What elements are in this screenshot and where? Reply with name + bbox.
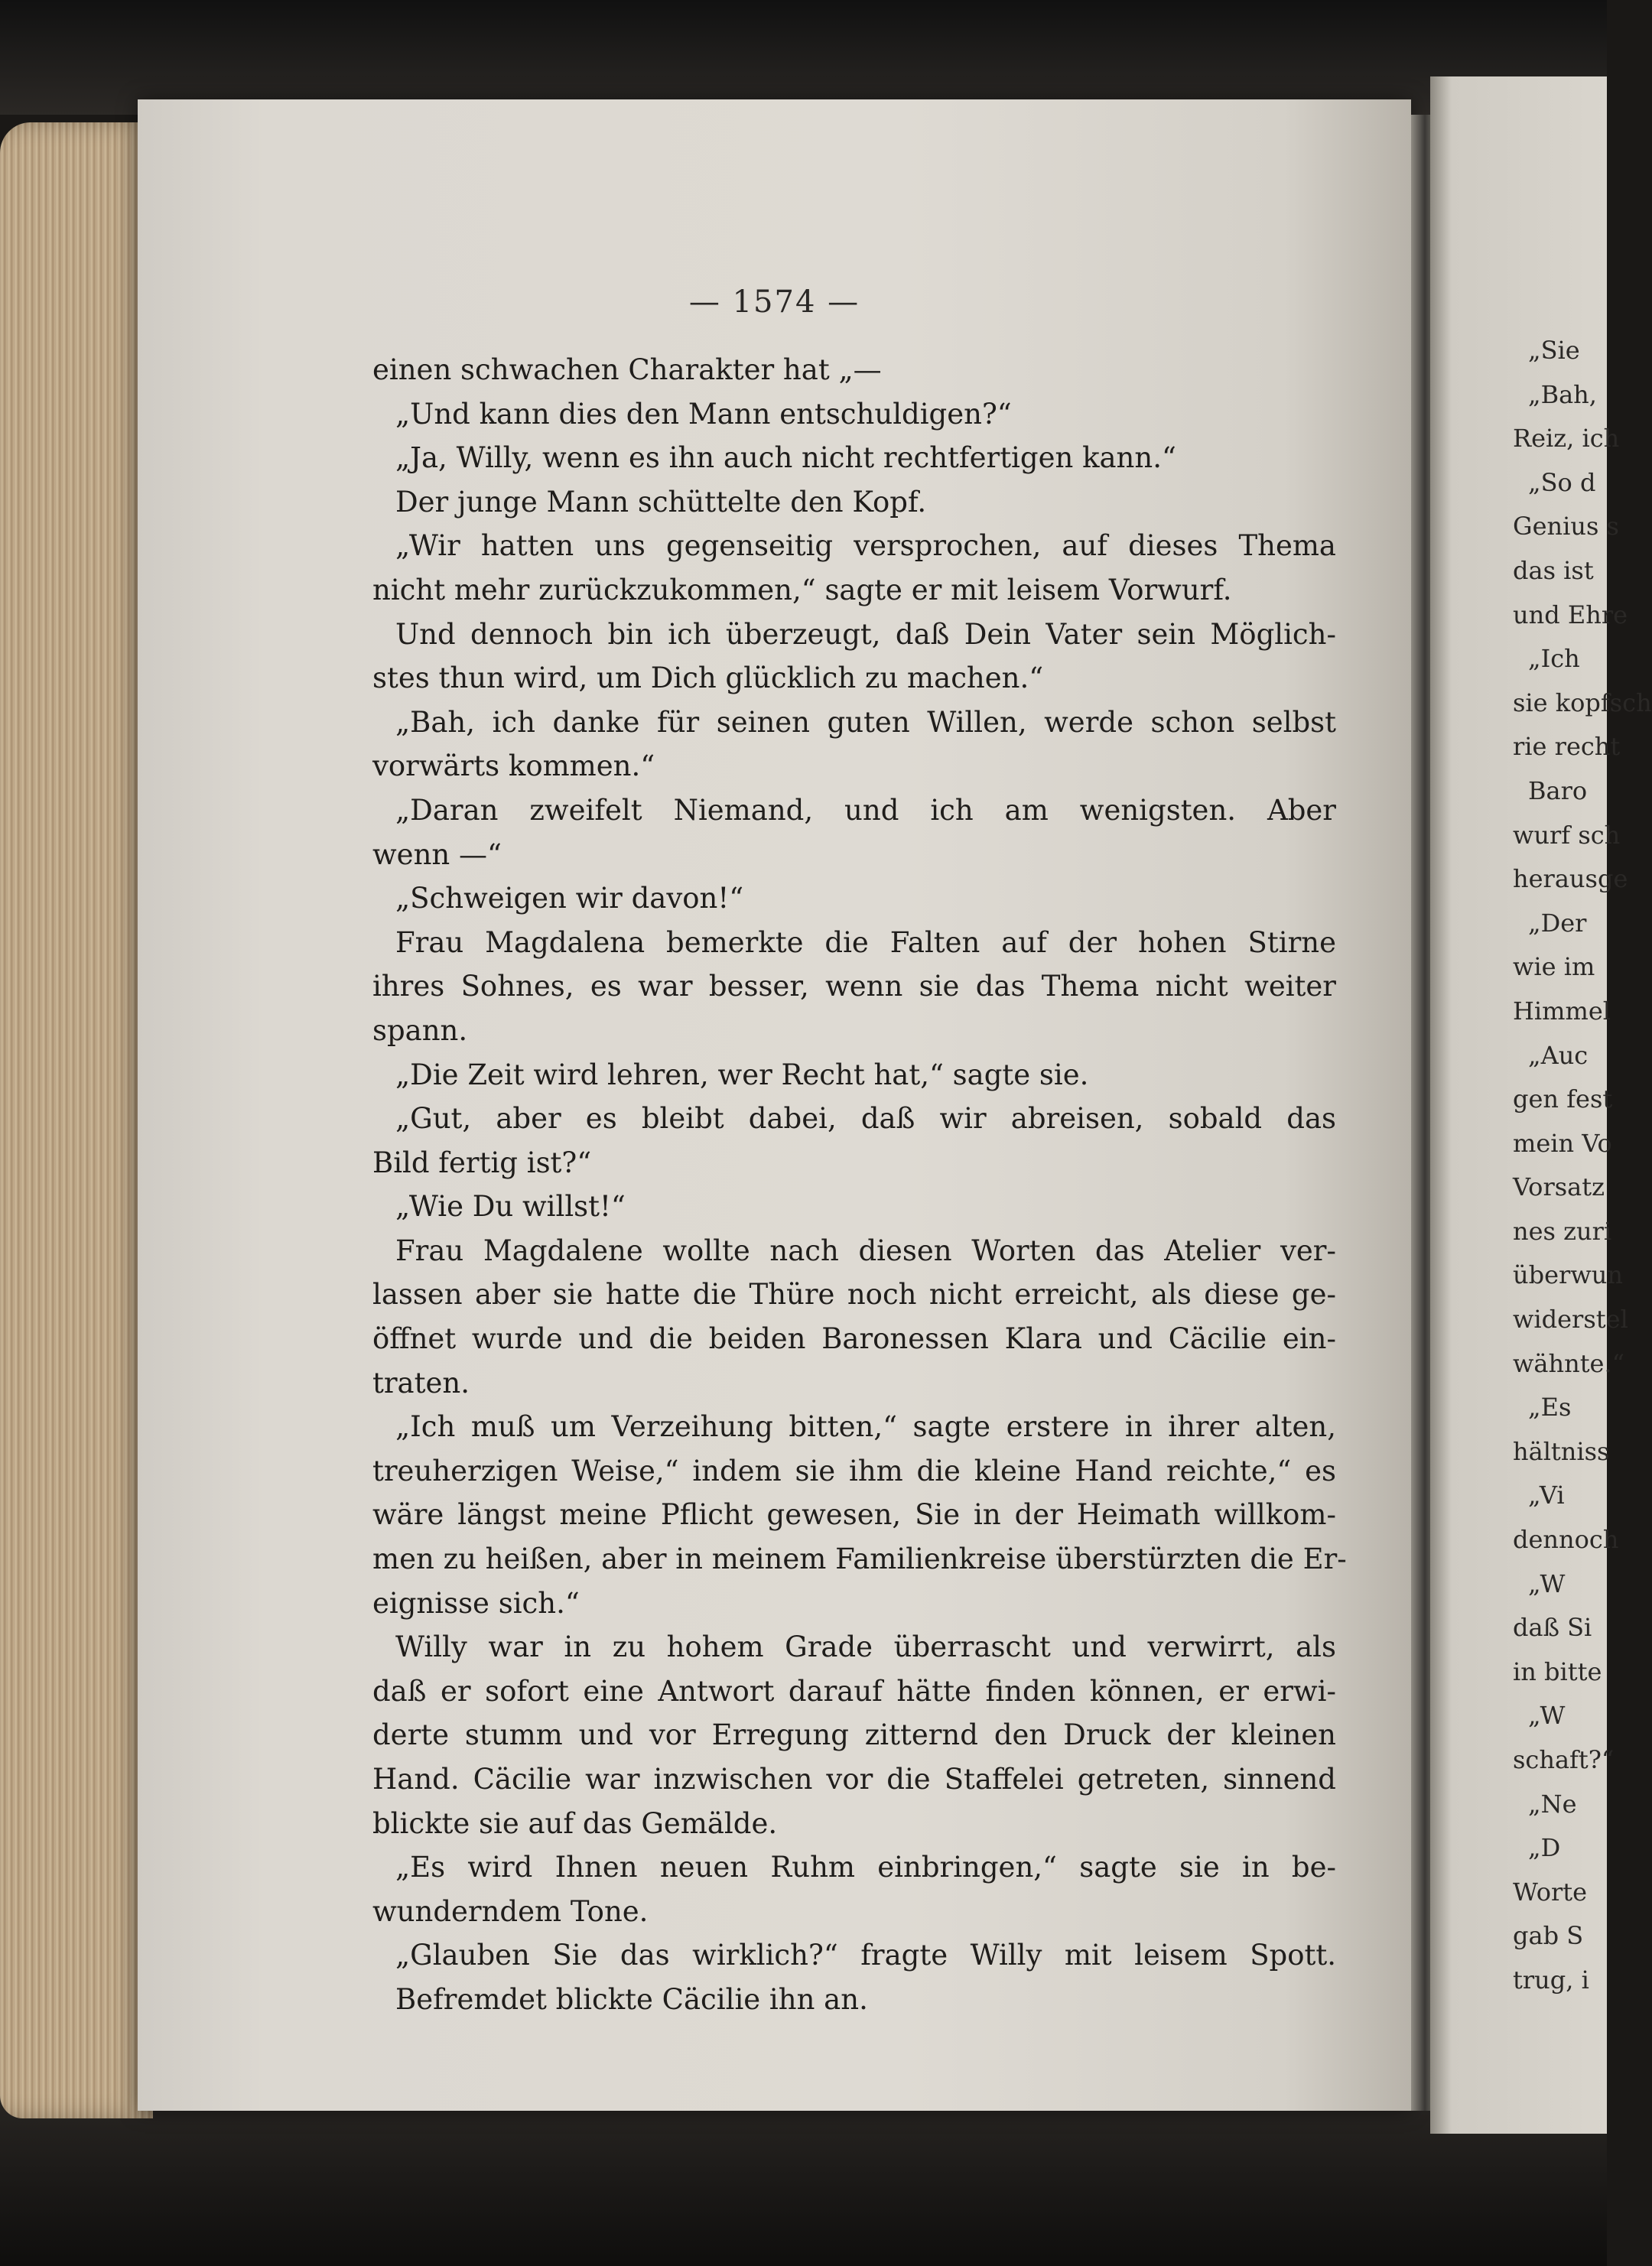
facing-text-line: herausge bbox=[1513, 864, 1628, 894]
book-page-edges bbox=[0, 122, 153, 2118]
facing-text-line: Reiz, ich bbox=[1513, 424, 1620, 454]
facing-text-line: „W bbox=[1528, 1701, 1566, 1731]
text-line: „Schweigen wir davon!“ bbox=[395, 882, 744, 915]
facing-text-line: „Ich bbox=[1528, 644, 1580, 674]
facing-text-line: das ist bbox=[1513, 555, 1594, 585]
facing-text-line: in bitte bbox=[1513, 1656, 1602, 1686]
facing-text-line: Worte bbox=[1513, 1877, 1588, 1907]
text-line: Frau Magdalene wollte nach diesen Worten das Atelier ver- bbox=[395, 1234, 1336, 1267]
text-line: „Bah, ich danke für seinen guten Willen, werde schon selbst bbox=[395, 705, 1336, 739]
facing-text-line: „Auc bbox=[1528, 1040, 1589, 1070]
text-line: Hand. Cäcilie war inzwischen vor die Staffelei getreten, sinnend bbox=[372, 1763, 1336, 1796]
text-line: „Wir hatten uns gegenseitig versprochen, auf dieses Thema bbox=[395, 529, 1336, 563]
text-line: daß er sofort eine Antwort darauf hätte finden können, er erwi- bbox=[372, 1674, 1336, 1708]
facing-text-line: überwun bbox=[1513, 1260, 1623, 1290]
facing-text-line: Genius s bbox=[1513, 512, 1619, 541]
facing-text-line: „D bbox=[1528, 1833, 1561, 1863]
text-line: Befremdet blickte Cäcilie ihn an. bbox=[395, 1982, 868, 2016]
facing-text-line: nes zuri bbox=[1513, 1216, 1612, 1246]
facing-text-line: dennoch bbox=[1513, 1525, 1619, 1555]
text-line: ihres Sohnes, es war besser, wenn sie das Thema nicht weiter bbox=[372, 970, 1336, 1003]
facing-text-line: daß Si bbox=[1513, 1613, 1592, 1643]
text-line: „Es wird Ihnen neuen Ruhm einbringen,“ sagte sie in be- bbox=[395, 1851, 1336, 1884]
facing-text-line: Baro bbox=[1528, 775, 1588, 805]
text-line: stes thun wird, um Dich glücklich zu machen.“ bbox=[372, 662, 1044, 695]
facing-text-line: widerstel bbox=[1513, 1305, 1628, 1335]
background-top bbox=[0, 0, 1607, 115]
text-line: Und dennoch bin ich überzeugt, daß Dein Vater sein Möglich- bbox=[395, 617, 1336, 651]
facing-text-line: schaft?“ bbox=[1513, 1745, 1615, 1774]
text-line: Der junge Mann schüttelte den Kopf. bbox=[395, 485, 927, 519]
page-text bbox=[372, 348, 1347, 2022]
text-line: blickte sie auf das Gemälde. bbox=[372, 1806, 778, 1840]
facing-text-line: trug, i bbox=[1513, 1965, 1589, 1995]
facing-page-text bbox=[1513, 329, 1652, 2003]
text-line: vorwärts kommen.“ bbox=[372, 749, 655, 783]
facing-text-line: Vorsatz bbox=[1513, 1172, 1605, 1202]
text-line: lassen aber sie hatte die Thüre noch nicht erreicht, als diese ge- bbox=[372, 1278, 1336, 1312]
page-number: — 1574 — bbox=[688, 284, 860, 320]
text-line: nicht mehr zurückzukommen,“ sagte er mit leisem Vorwurf. bbox=[372, 573, 1232, 606]
text-line: Frau Magdalena bemerkte die Falten auf der hohen Stirne bbox=[395, 925, 1336, 959]
text-line: „Gut, aber es bleibt dabei, daß wir abreisen, sobald das bbox=[395, 1102, 1336, 1136]
facing-text-line: „Ne bbox=[1528, 1789, 1577, 1819]
text-line: Bild fertig ist?“ bbox=[372, 1146, 592, 1179]
facing-text-line: „Es bbox=[1528, 1393, 1572, 1422]
facing-text-line: rie recht bbox=[1513, 732, 1621, 762]
facing-text-line: gab S bbox=[1513, 1921, 1584, 1951]
facing-text-line: Himmel bbox=[1513, 996, 1611, 1026]
text-line: „Ich muß um Verzeihung bitten,“ sagte erstere in ihrer alten, bbox=[395, 1410, 1336, 1444]
text-line: wunderndem Tone. bbox=[372, 1894, 649, 1928]
facing-text-line: wähnte.“ bbox=[1513, 1348, 1625, 1378]
text-line: spann. bbox=[372, 1013, 468, 1047]
text-line: „Wie Du willst!“ bbox=[395, 1190, 626, 1224]
text-line: eignisse sich.“ bbox=[372, 1586, 580, 1620]
text-line: „Die Zeit wird lehren, wer Recht hat,“ sagte sie. bbox=[395, 1058, 1089, 1091]
text-line: „Glauben Sie das wirklich?“ fragte Willy mit leisem Spott. bbox=[395, 1939, 1336, 1972]
facing-text-line: sie kopfsch bbox=[1513, 688, 1652, 717]
facing-text-line: „Sie bbox=[1528, 336, 1580, 365]
text-line: treuherzigen Weise,“ indem sie ihm die kleine Hand reichte,“ es bbox=[372, 1454, 1336, 1487]
text-line: „Und kann dies den Mann entschuldigen?“ bbox=[395, 397, 1012, 431]
text-line: wäre längst meine Pflicht gewesen, Sie in der Heimath willkom- bbox=[372, 1498, 1336, 1532]
facing-text-line: wurf sch bbox=[1513, 820, 1621, 850]
text-line: „Daran zweifelt Niemand, und ich am wenigsten. Aber bbox=[395, 793, 1336, 827]
text-line: öffnet wurde und die beiden Baronessen Klara und Cäcilie ein- bbox=[372, 1322, 1336, 1356]
facing-text-line: mein Vo bbox=[1513, 1128, 1612, 1158]
facing-text-line: gen fest bbox=[1513, 1084, 1613, 1114]
text-line: traten. bbox=[372, 1366, 470, 1400]
text-line: men zu heißen, aber in meinem Familienkreise überstürzten die Er- bbox=[372, 1543, 1347, 1576]
text-line: einen schwachen Charakter hat „— bbox=[372, 353, 882, 386]
facing-text-line: wie im bbox=[1513, 952, 1595, 982]
text-line: Willy war in zu hohem Grade überrascht und verwirrt, als bbox=[395, 1630, 1336, 1664]
text-line: wenn —“ bbox=[372, 837, 502, 871]
facing-text-line: „Der bbox=[1528, 908, 1587, 938]
facing-text-line: „So d bbox=[1528, 467, 1596, 497]
facing-text-line: und Ehre bbox=[1513, 600, 1628, 629]
facing-text-line: „Vi bbox=[1528, 1481, 1565, 1510]
facing-text-line: „Bah, bbox=[1528, 379, 1597, 409]
facing-text-line: hältniss bbox=[1513, 1436, 1610, 1466]
text-line: „Ja, Willy, wenn es ihn auch nicht rechtfertigen kann.“ bbox=[395, 441, 1176, 475]
text-line: derte stumm und vor Erregung zitternd den Druck der kleinen bbox=[372, 1718, 1336, 1752]
facing-text-line: „W bbox=[1528, 1569, 1566, 1598]
